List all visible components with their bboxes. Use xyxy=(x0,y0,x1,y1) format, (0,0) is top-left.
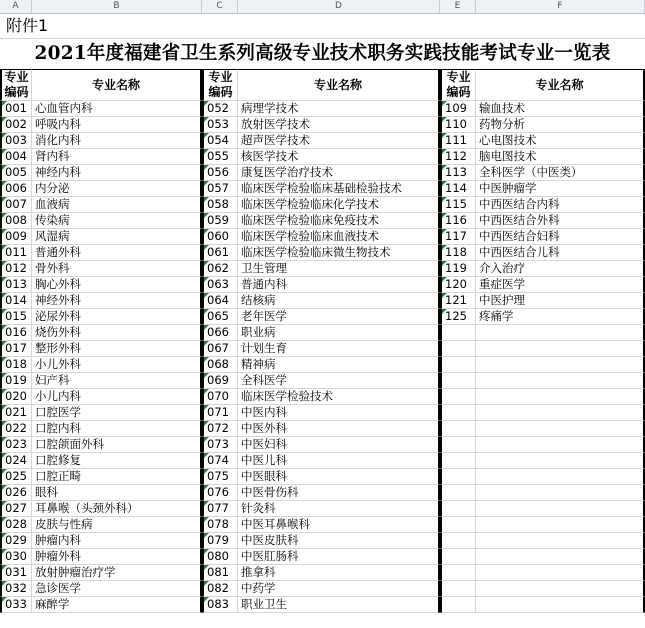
column-header-bar xyxy=(0,0,645,14)
cell-code[interactable] xyxy=(440,373,476,389)
cell-name[interactable]: 职业病 xyxy=(238,325,440,341)
cell-name[interactable]: 临床医学检验技术 xyxy=(238,389,440,405)
cell-name[interactable] xyxy=(476,373,645,389)
cell-code[interactable] xyxy=(440,357,476,373)
cell-code[interactable]: 022 xyxy=(0,421,32,437)
cell-code[interactable]: 064 xyxy=(202,293,238,309)
cell-code[interactable]: 074 xyxy=(202,453,238,469)
cell-code[interactable] xyxy=(440,597,476,613)
column-header-f[interactable]: F xyxy=(476,0,645,13)
cell-name[interactable]: 临床医学检验临床免疫技术 xyxy=(238,213,440,229)
cell-name[interactable]: 呼吸内科 xyxy=(32,117,202,133)
cell-code[interactable]: 013 xyxy=(0,277,32,293)
cell-name[interactable]: 心血管内科 xyxy=(32,101,202,117)
cell-name[interactable]: 病理学技术 xyxy=(238,101,440,117)
cell-name[interactable]: 康复医学治疗技术 xyxy=(238,165,440,181)
cell-code[interactable]: 113 xyxy=(440,165,476,181)
cell-code[interactable]: 019 xyxy=(0,373,32,389)
column-header-d[interactable]: D xyxy=(238,0,440,13)
header-name-1[interactable]: 专业名称 xyxy=(32,69,202,101)
cell-name[interactable]: 烧伤外科 xyxy=(32,325,202,341)
cell-code[interactable]: 007 xyxy=(0,197,32,213)
column-header-e[interactable]: E xyxy=(440,0,476,13)
cell-name[interactable] xyxy=(476,533,645,549)
cell-code[interactable]: 067 xyxy=(202,341,238,357)
cell-code[interactable]: 021 xyxy=(0,405,32,421)
cell-name[interactable] xyxy=(476,581,645,597)
cell-code[interactable]: 066 xyxy=(202,325,238,341)
cell-name[interactable]: 中医内科 xyxy=(238,405,440,421)
cell-name[interactable]: 急诊医学 xyxy=(32,581,202,597)
header-code-2[interactable] xyxy=(202,69,238,101)
cell-code[interactable] xyxy=(440,453,476,469)
cell-code[interactable]: 116 xyxy=(440,213,476,229)
cell-name[interactable]: 临床医学检验临床化学技术 xyxy=(238,197,440,213)
cell-code[interactable]: 006 xyxy=(0,181,32,197)
cell-name[interactable]: 脑电图技术 xyxy=(476,149,645,165)
header-code-line2: 编码 xyxy=(208,85,233,99)
cell-name[interactable]: 口腔修复 xyxy=(32,453,202,469)
cell-name[interactable]: 传染病 xyxy=(32,213,202,229)
cell-name[interactable]: 中医皮肤科 xyxy=(238,533,440,549)
cell-code[interactable]: 011 xyxy=(0,245,32,261)
cell-code[interactable]: 054 xyxy=(202,133,238,149)
cell-code[interactable]: 001 xyxy=(0,101,32,117)
cell-code[interactable]: 082 xyxy=(202,581,238,597)
cell-code[interactable] xyxy=(440,389,476,405)
cell-code[interactable]: 029 xyxy=(0,533,32,549)
cell-name[interactable]: 输血技术 xyxy=(476,101,645,117)
cell-name[interactable]: 中医妇科 xyxy=(238,437,440,453)
cell-code[interactable]: 027 xyxy=(0,501,32,517)
cell-name[interactable]: 放射肿瘤治疗学 xyxy=(32,565,202,581)
cell-name[interactable]: 肾内科 xyxy=(32,149,202,165)
cell-code[interactable]: 055 xyxy=(202,149,238,165)
cell-name[interactable]: 妇产科 xyxy=(32,373,202,389)
cell-name[interactable]: 卫生管理 xyxy=(238,261,440,277)
cell-name[interactable]: 风湿病 xyxy=(32,229,202,245)
cell-name[interactable] xyxy=(476,405,645,421)
header-name-3[interactable]: 专业名称 xyxy=(476,69,645,101)
cell-code[interactable]: 063 xyxy=(202,277,238,293)
cell-name[interactable]: 中医骨伤科 xyxy=(238,485,440,501)
cell-code[interactable]: 017 xyxy=(0,341,32,357)
header-code-1[interactable] xyxy=(0,69,32,101)
cell-name[interactable] xyxy=(476,565,645,581)
cell-name[interactable]: 泌尿外科 xyxy=(32,309,202,325)
cell-name[interactable]: 血液病 xyxy=(32,197,202,213)
header-code-3[interactable] xyxy=(440,69,476,101)
cell-code[interactable] xyxy=(440,405,476,421)
cell-code[interactable]: 018 xyxy=(0,357,32,373)
specialty-table xyxy=(0,69,645,613)
cell-name[interactable]: 骨外科 xyxy=(32,261,202,277)
cell-code[interactable]: 028 xyxy=(0,517,32,533)
cell-code[interactable]: 062 xyxy=(202,261,238,277)
cell-code[interactable]: 073 xyxy=(202,437,238,453)
cell-name[interactable]: 疼痛学 xyxy=(476,309,645,325)
cell-name[interactable] xyxy=(476,325,645,341)
annex-label[interactable]: 附件1 xyxy=(0,13,645,39)
cell-name[interactable]: 口腔颌面外科 xyxy=(32,437,202,453)
cell-code[interactable]: 023 xyxy=(0,437,32,453)
cell-code[interactable]: 014 xyxy=(0,293,32,309)
cell-code[interactable]: 119 xyxy=(440,261,476,277)
cell-name[interactable]: 核医学技术 xyxy=(238,149,440,165)
cell-name[interactable]: 介入治疗 xyxy=(476,261,645,277)
cell-name[interactable]: 结核病 xyxy=(238,293,440,309)
cell-name[interactable] xyxy=(476,421,645,437)
cell-name[interactable]: 超声医学技术 xyxy=(238,133,440,149)
cell-name[interactable]: 肿瘤外科 xyxy=(32,549,202,565)
cell-code[interactable]: 076 xyxy=(202,485,238,501)
cell-name[interactable]: 中医肿瘤学 xyxy=(476,181,645,197)
header-code-line2: 编码 xyxy=(4,85,29,99)
cell-name[interactable]: 临床医学检验临床基础检验技术 xyxy=(238,181,440,197)
cell-code[interactable]: 118 xyxy=(440,245,476,261)
cell-name[interactable] xyxy=(476,485,645,501)
cell-code[interactable] xyxy=(440,533,476,549)
cell-name[interactable]: 职业卫生 xyxy=(238,597,440,613)
cell-code[interactable]: 071 xyxy=(202,405,238,421)
cell-name[interactable]: 中西医结合内科 xyxy=(476,197,645,213)
cell-code[interactable]: 057 xyxy=(202,181,238,197)
header-code-line1: 专业 xyxy=(208,70,233,84)
cell-name[interactable]: 皮肤与性病 xyxy=(32,517,202,533)
cell-name[interactable] xyxy=(476,517,645,533)
cell-name[interactable]: 中医外科 xyxy=(238,421,440,437)
cell-name[interactable]: 眼科 xyxy=(32,485,202,501)
cell-code[interactable] xyxy=(440,517,476,533)
header-code-line2: 编码 xyxy=(446,85,471,99)
header-code-line1: 专业 xyxy=(446,70,471,84)
cell-name[interactable]: 神经外科 xyxy=(32,293,202,309)
cell-name[interactable]: 计划生育 xyxy=(238,341,440,357)
cell-code[interactable]: 061 xyxy=(202,245,238,261)
cell-code[interactable] xyxy=(440,421,476,437)
cell-name[interactable]: 中医护理 xyxy=(476,293,645,309)
cell-name[interactable]: 普通内科 xyxy=(238,277,440,293)
column-header-a[interactable]: A xyxy=(0,0,32,13)
cell-name[interactable] xyxy=(476,437,645,453)
cell-name[interactable]: 老年医学 xyxy=(238,309,440,325)
cell-code[interactable]: 083 xyxy=(202,597,238,613)
cell-code[interactable]: 081 xyxy=(202,565,238,581)
cell-name[interactable] xyxy=(476,597,645,613)
cell-code[interactable] xyxy=(440,485,476,501)
cell-code[interactable]: 015 xyxy=(0,309,32,325)
cell-code[interactable] xyxy=(440,565,476,581)
cell-name[interactable]: 针灸科 xyxy=(238,501,440,517)
cell-code[interactable]: 075 xyxy=(202,469,238,485)
cell-code[interactable]: 009 xyxy=(0,229,32,245)
cell-name[interactable]: 麻醉学 xyxy=(32,597,202,613)
cell-code[interactable]: 115 xyxy=(440,197,476,213)
cell-code[interactable]: 025 xyxy=(0,469,32,485)
cell-name[interactable]: 放射医学技术 xyxy=(238,117,440,133)
cell-name[interactable]: 消化内科 xyxy=(32,133,202,149)
cell-name[interactable]: 耳鼻喉（头颈外科） xyxy=(32,501,202,517)
cell-code[interactable] xyxy=(440,501,476,517)
cell-name[interactable]: 神经内科 xyxy=(32,165,202,181)
cell-code[interactable]: 077 xyxy=(202,501,238,517)
cell-code[interactable]: 065 xyxy=(202,309,238,325)
cell-name[interactable]: 口腔正畸 xyxy=(32,469,202,485)
cell-code[interactable]: 026 xyxy=(0,485,32,501)
cell-code[interactable]: 002 xyxy=(0,117,32,133)
cell-code[interactable]: 056 xyxy=(202,165,238,181)
page-title[interactable]: 2021年度福建省卫生系列高级专业技术职务实践技能考试专业一览表 xyxy=(34,43,611,64)
cell-code[interactable]: 060 xyxy=(202,229,238,245)
cell-code[interactable] xyxy=(440,549,476,565)
cell-name[interactable]: 整形外科 xyxy=(32,341,202,357)
cell-code[interactable]: 003 xyxy=(0,133,32,149)
cell-code[interactable]: 053 xyxy=(202,117,238,133)
cell-name[interactable] xyxy=(476,389,645,405)
cell-code[interactable]: 004 xyxy=(0,149,32,165)
cell-name[interactable]: 全科医学（中医类） xyxy=(476,165,645,181)
cell-code[interactable]: 068 xyxy=(202,357,238,373)
cell-code[interactable] xyxy=(440,437,476,453)
header-code-line1: 专业 xyxy=(4,70,29,84)
cell-name[interactable]: 中西医结合儿科 xyxy=(476,245,645,261)
cell-code[interactable]: 114 xyxy=(440,181,476,197)
cell-code[interactable]: 005 xyxy=(0,165,32,181)
cell-code[interactable]: 069 xyxy=(202,373,238,389)
cell-code[interactable]: 078 xyxy=(202,517,238,533)
cell-code[interactable]: 059 xyxy=(202,213,238,229)
cell-name[interactable]: 内分泌 xyxy=(32,181,202,197)
cell-code[interactable]: 024 xyxy=(0,453,32,469)
cell-name[interactable]: 胸心外科 xyxy=(32,277,202,293)
cell-name[interactable]: 肿瘤内科 xyxy=(32,533,202,549)
cell-name[interactable] xyxy=(476,453,645,469)
cell-code[interactable]: 016 xyxy=(0,325,32,341)
cell-name[interactable]: 临床医学检验临床微生物技术 xyxy=(238,245,440,261)
cell-code[interactable]: 030 xyxy=(0,549,32,565)
cell-name[interactable]: 精神病 xyxy=(238,357,440,373)
cell-name[interactable]: 中医眼科 xyxy=(238,469,440,485)
cell-code[interactable]: 031 xyxy=(0,565,32,581)
cell-name[interactable] xyxy=(476,357,645,373)
cell-code[interactable]: 033 xyxy=(0,597,32,613)
cell-code[interactable]: 058 xyxy=(202,197,238,213)
cell-name[interactable]: 心电图技术 xyxy=(476,133,645,149)
cell-code[interactable]: 121 xyxy=(440,293,476,309)
cell-code[interactable]: 020 xyxy=(0,389,32,405)
cell-name[interactable]: 中医肛肠科 xyxy=(238,549,440,565)
cell-code[interactable]: 052 xyxy=(202,101,238,117)
header-name-2[interactable]: 专业名称 xyxy=(238,69,440,101)
cell-code[interactable]: 079 xyxy=(202,533,238,549)
cell-code[interactable]: 109 xyxy=(440,101,476,117)
cell-name[interactable]: 小儿外科 xyxy=(32,357,202,373)
cell-name[interactable]: 小儿内科 xyxy=(32,389,202,405)
cell-code[interactable]: 110 xyxy=(440,117,476,133)
cell-name[interactable]: 中医儿科 xyxy=(238,453,440,469)
cell-code[interactable]: 112 xyxy=(440,149,476,165)
cell-name[interactable] xyxy=(476,501,645,517)
column-header-b[interactable]: B xyxy=(32,0,202,13)
cell-name[interactable] xyxy=(476,341,645,357)
cell-name[interactable]: 口腔内科 xyxy=(32,421,202,437)
cell-code[interactable]: 125 xyxy=(440,309,476,325)
cell-code[interactable]: 008 xyxy=(0,213,32,229)
cell-code[interactable] xyxy=(440,581,476,597)
cell-name[interactable]: 普通外科 xyxy=(32,245,202,261)
cell-code[interactable]: 070 xyxy=(202,389,238,405)
cell-code[interactable]: 120 xyxy=(440,277,476,293)
cell-name[interactable]: 中西医结合妇科 xyxy=(476,229,645,245)
cell-name[interactable]: 全科医学 xyxy=(238,373,440,389)
cell-name[interactable]: 中药学 xyxy=(238,581,440,597)
column-header-c[interactable]: C xyxy=(202,0,238,13)
cell-code[interactable] xyxy=(440,341,476,357)
cell-name[interactable]: 中西医结合外科 xyxy=(476,213,645,229)
cell-code[interactable] xyxy=(440,469,476,485)
cell-name[interactable]: 口腔医学 xyxy=(32,405,202,421)
cell-code[interactable]: 012 xyxy=(0,261,32,277)
cell-name[interactable]: 重症医学 xyxy=(476,277,645,293)
cell-name[interactable]: 推拿科 xyxy=(238,565,440,581)
cell-code[interactable]: 032 xyxy=(0,581,32,597)
cell-code[interactable]: 080 xyxy=(202,549,238,565)
cell-code[interactable]: 072 xyxy=(202,421,238,437)
cell-name[interactable] xyxy=(476,549,645,565)
cell-code[interactable]: 117 xyxy=(440,229,476,245)
cell-code[interactable] xyxy=(440,325,476,341)
cell-name[interactable]: 中医耳鼻喉科 xyxy=(238,517,440,533)
cell-code[interactable]: 111 xyxy=(440,133,476,149)
cell-name[interactable]: 临床医学检验临床血液技术 xyxy=(238,229,440,245)
cell-name[interactable]: 药物分析 xyxy=(476,117,645,133)
cell-name[interactable] xyxy=(476,469,645,485)
